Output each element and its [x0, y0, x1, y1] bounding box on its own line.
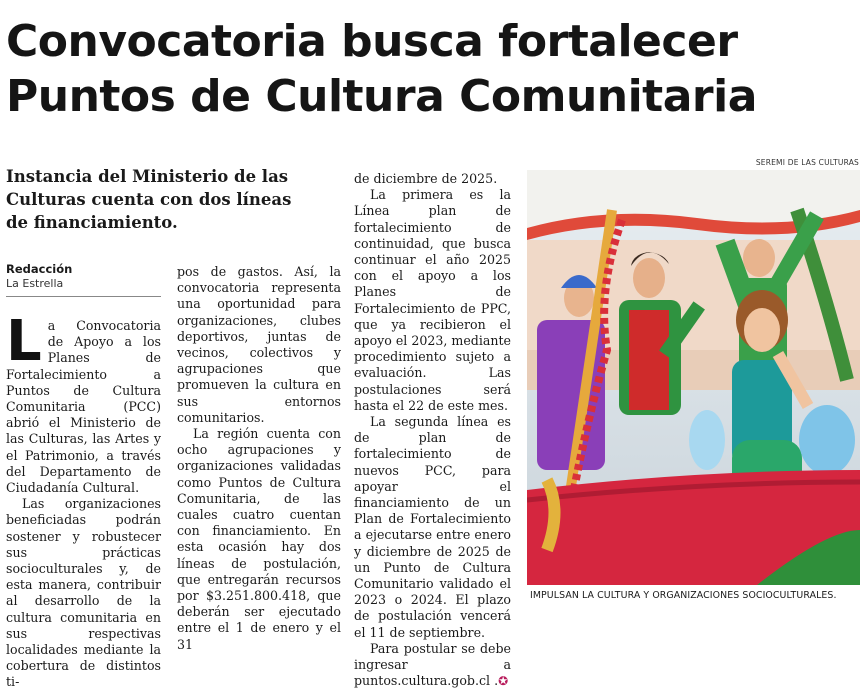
drop-cap: L	[6, 309, 42, 374]
text-column-3	[354, 171, 511, 690]
paragraph: pos de gastos. Así, la convocatoria representa una oportunidad para organizaciones, clubes deportivos, juntas de vecinos, colectivos y agrupaciones que promueven la cultura en sus entornos comunitarios.	[177, 264, 341, 425]
headline: Convocatoria busca fortalecer Puntos de Cultura Comunitaria	[6, 16, 757, 122]
outlet-name: La Estrella	[6, 277, 64, 290]
paragraph	[354, 641, 511, 690]
byline-divider	[6, 296, 161, 297]
end-mark-icon: ✪	[498, 674, 509, 689]
text-column-1	[6, 309, 161, 691]
paragraph: La región cuenta con ocho agrupaciones y organizaciones validadas como Puntos de Cultura Comunitaria, de las cuales cuatro cuentan con financiamiento. En esta ocasión hay dos líneas de postulación, que entregarán recursos por $3.251.800.418, que deberán ser ejecutado entre el 1 de enero y el 31	[177, 426, 341, 652]
closing-text: Para postular se debe ingresar a puntos.cultura.gob.cl .	[354, 640, 511, 689]
paragraph: a Convocatoria de Apoyo a los Planes de Fortalecimiento a Puntos de Cultura Comunitaria (PCC) abrió el Ministerio de las Culturas, las Artes y el Patrimonio, a través del Departamento de Ciudadanía Cultural.	[6, 318, 161, 496]
parade-float-illustration	[527, 170, 860, 585]
byline	[6, 262, 161, 291]
paragraph: de diciembre de 2025.	[354, 171, 498, 186]
author-name: Redacción	[6, 262, 73, 276]
paragraph: La primera es la Línea plan de fortalecimiento de continuidad, que busca continuar el año 2025 con el apoyo a los Planes de Fortalecimiento de PPC, que ya recibieron el apoyo el 2023, mediante procedimiento sujeto a evaluación. Las postulaciones será hasta el 22 de este mes.	[354, 187, 512, 413]
article-photo	[527, 170, 860, 585]
text-column-2	[177, 264, 341, 653]
subtitle: Instancia del Ministerio de las Culturas cuenta con dos líneas de financiamiento.	[6, 167, 292, 232]
paragraph: La segunda línea es de plan de fortalecimiento de nuevos PCC, para apoyar el financiamiento de un Plan de Fortalecimiento a ejecutarse entre enero y diciembre de 2025 de un Punto de Cultura Comunitario validado el 2023 o 2024. El plazo de postulación vencerá el 11 de septiembre.	[354, 414, 511, 640]
photo-caption: IMPULSAN LA CULTURA Y ORGANIZACIONES SOCIOCULTURALES.	[530, 590, 837, 601]
paragraph: Las organizaciones beneficiadas podrán sostener y robustecer sus prácticas socioculturales y, de esta manera, contribuir al desarrollo de la cultura comunitaria en sus respectivas localidades mediante la cobertura de distintos ti-	[6, 496, 161, 690]
photo-credit: SEREMI DE LAS CULTURAS	[755, 158, 859, 167]
